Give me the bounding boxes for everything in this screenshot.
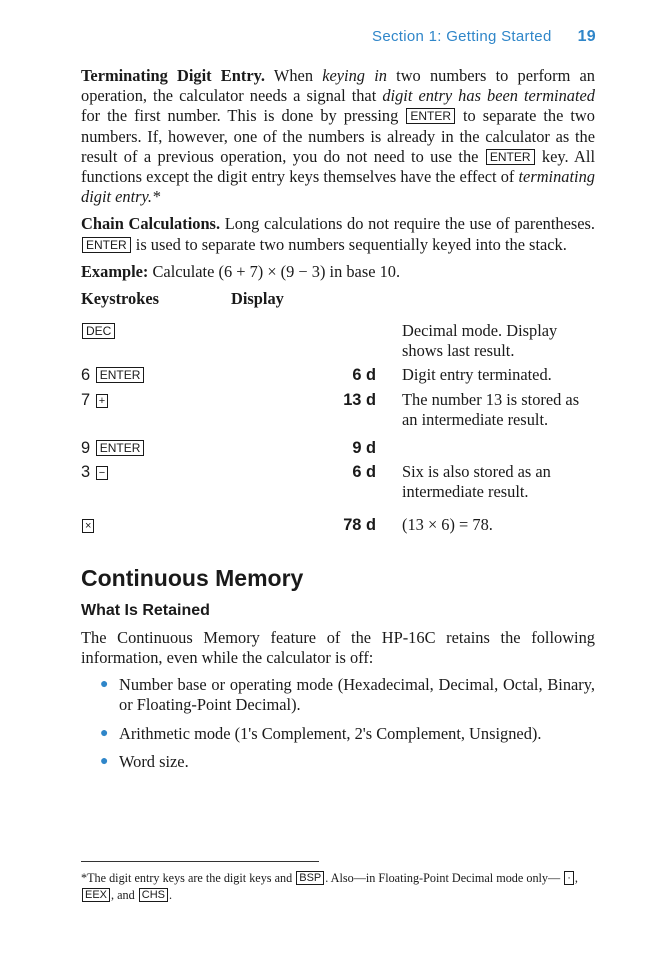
text: . Also—in Floating-Point Decimal mode only— bbox=[325, 871, 561, 885]
text: Long calculations do not require the use of parentheses. bbox=[224, 214, 595, 234]
enter-key: ENTER bbox=[486, 149, 535, 165]
list-item bbox=[100, 675, 595, 715]
keystroke-cell bbox=[81, 321, 231, 365]
example-label: Example: bbox=[81, 261, 149, 281]
example-paragraph bbox=[81, 262, 595, 282]
enter-key: ENTER bbox=[82, 237, 131, 253]
list-item bbox=[100, 723, 595, 744]
table-row bbox=[81, 507, 595, 539]
comment-cell: The number 13 is stored as an intermediate result. bbox=[402, 389, 580, 429]
comment-cell: Digit entry terminated. bbox=[402, 365, 552, 385]
table-header-row bbox=[81, 289, 595, 321]
display-cell: 13 d bbox=[343, 390, 376, 409]
enter-key: ENTER bbox=[96, 440, 145, 456]
text: When bbox=[273, 66, 314, 85]
bsp-key: BSP bbox=[296, 871, 324, 885]
text: . bbox=[169, 888, 173, 902]
terminating-title: Terminating Digit Entry. bbox=[81, 66, 265, 85]
page-header bbox=[372, 28, 596, 46]
text: is used to separate two numbers sequentially keyed into the stack. bbox=[135, 234, 567, 254]
table-row bbox=[81, 390, 595, 434]
text-italic: terminating digit entry.* bbox=[81, 167, 595, 207]
footnote-divider bbox=[81, 861, 319, 862]
digit: 7 bbox=[81, 390, 91, 409]
page-number: 19 bbox=[577, 28, 596, 45]
text-italic: keying in bbox=[322, 66, 387, 85]
display-cell: 9 d bbox=[352, 439, 376, 458]
comment-cell: (13 × 6) = 78. bbox=[402, 514, 493, 534]
keystroke-cell bbox=[81, 390, 231, 434]
display-cell: 6 d bbox=[352, 463, 376, 482]
display-header: Display bbox=[231, 289, 284, 309]
text: two numbers to perform an operation, the calculator needs a signal that bbox=[81, 66, 595, 106]
text-italic: digit entry has been terminated bbox=[382, 86, 596, 106]
chain-calculations-paragraph bbox=[81, 214, 595, 254]
keystroke-cell bbox=[81, 365, 231, 389]
text: for the first number. This is done by pressing bbox=[81, 106, 399, 126]
comment-cell: Decimal mode. Display shows last result. bbox=[402, 321, 558, 361]
subsection-heading: What Is Retained bbox=[81, 601, 210, 619]
display-cell: 6 d bbox=[352, 366, 376, 385]
chs-key: CHS bbox=[139, 888, 168, 902]
keystroke-cell bbox=[81, 462, 231, 506]
text: *The digit entry keys are the digit keys and bbox=[81, 871, 293, 885]
chain-title: Chain Calculations. bbox=[81, 214, 221, 234]
list-item-text: Number base or operating mode (Hexadecimal, Decimal, Octal, Binary, or Floating-Point Decimal). bbox=[119, 675, 595, 715]
retained-list bbox=[81, 675, 595, 772]
table-row bbox=[81, 462, 595, 506]
example-text: Calculate (6 + 7) × (9 − 3) in base 10. bbox=[152, 261, 401, 281]
text: key. All functions except the digit entry keys themselves have the effect of bbox=[81, 146, 596, 187]
decimal-point-key: · bbox=[564, 871, 574, 885]
digit: 3 bbox=[81, 463, 91, 482]
comment-cell: Six is also stored as an intermediate result. bbox=[402, 462, 551, 502]
keystrokes-header: Keystrokes bbox=[81, 289, 159, 309]
list-item bbox=[100, 751, 595, 772]
section-title: Section 1: Getting Started bbox=[372, 28, 552, 45]
minus-key: − bbox=[96, 466, 108, 480]
dec-key: DEC bbox=[82, 323, 115, 339]
comment-cell bbox=[402, 434, 595, 462]
list-item-text: Arithmetic mode (1's Complement, 2's Complement, Unsigned). bbox=[119, 723, 542, 743]
text: to separate the two numbers. If, however, one of the numbers is already in the calculator as the result of a previous operation, you do not need to use the bbox=[81, 106, 595, 166]
memory-intro: The Continuous Memory feature of the HP-16C retains the following information, even while the calculator is off: bbox=[81, 627, 595, 668]
table-row bbox=[81, 365, 595, 389]
table-row bbox=[81, 321, 595, 365]
bullet-icon: ● bbox=[100, 753, 109, 769]
comment-header bbox=[402, 289, 595, 321]
display-cell bbox=[231, 321, 402, 365]
display-cell: 78 d bbox=[343, 515, 376, 534]
text: , and bbox=[111, 888, 135, 902]
keystroke-cell bbox=[81, 434, 231, 462]
footnote bbox=[81, 870, 601, 904]
section-heading: Continuous Memory bbox=[81, 564, 304, 591]
multiply-key: × bbox=[82, 519, 94, 533]
bullet-icon: ● bbox=[100, 725, 109, 741]
page-content bbox=[81, 66, 595, 780]
keystroke-table bbox=[81, 289, 595, 539]
bullet-icon: ● bbox=[100, 677, 109, 693]
table-row bbox=[81, 434, 595, 462]
text: , bbox=[574, 871, 578, 885]
plus-key: + bbox=[96, 394, 108, 408]
digit: 9 bbox=[81, 439, 91, 458]
terminating-digit-entry-paragraph bbox=[81, 66, 595, 207]
keystroke-cell bbox=[81, 507, 231, 539]
eex-key: EEX bbox=[82, 888, 110, 902]
digit: 6 bbox=[81, 366, 91, 385]
enter-key: ENTER bbox=[96, 367, 145, 383]
enter-key: ENTER bbox=[406, 108, 455, 124]
list-item-text: Word size. bbox=[119, 751, 189, 771]
